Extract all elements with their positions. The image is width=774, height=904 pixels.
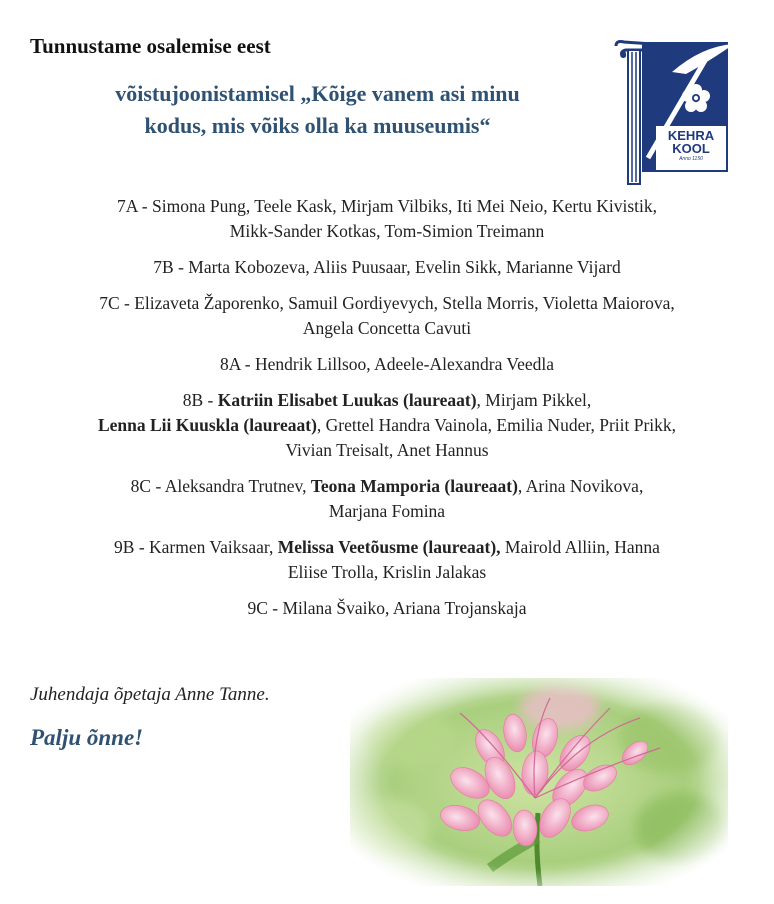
class-7a <box>14 194 760 244</box>
class-8c-line2: Marjana Fomina <box>328 501 446 521</box>
class-9b-line2: Eliise Trolla, Krislin Jalakas <box>287 562 487 582</box>
class-8c-line1 <box>14 474 760 499</box>
class-8a-line1: 8A - Hendrik Lillsoo, Adeele-Alexandra Veedla <box>219 354 555 374</box>
class-7b <box>14 255 760 280</box>
class-8c-prefix: 8C - Aleksandra Trutnev, <box>130 476 311 496</box>
class-9c <box>14 596 760 621</box>
contest-title <box>40 78 595 142</box>
class-9b-text: Mairold Alliin, Hanna <box>500 537 660 557</box>
page-heading: Tunnustame osalemise eest <box>30 34 271 58</box>
class-7c <box>14 291 760 341</box>
class-9b-prefix: 9B - Karmen Vaiksaar, <box>114 537 278 557</box>
laureate-name: Teona Mamporia (laureaat) <box>310 476 518 496</box>
school-emblem-icon <box>612 38 738 188</box>
flower-image <box>350 678 728 886</box>
class-8b-text: , Grettel Handra Vainola, Emilia Nuder, Priit Prikk, <box>316 415 677 435</box>
class-7c-line2: Angela Concetta Cavuti <box>302 318 472 338</box>
school-logo <box>612 38 738 188</box>
class-8b-prefix: 8B - <box>182 390 218 410</box>
class-9b-line1 <box>14 535 760 560</box>
class-8b-text: , Mirjam Pikkel, <box>476 390 592 410</box>
laureate-name: Katriin Elisabet Luukas (laureaat) <box>217 390 477 410</box>
laureate-name: Lenna Lii Kuuskla (laureaat) <box>97 415 317 435</box>
class-list <box>14 194 760 632</box>
class-7b-line1: 7B - Marta Kobozeva, Aliis Puusaar, Evelin Sikk, Marianne Vijard <box>153 257 621 277</box>
logo-text <box>660 129 722 164</box>
class-7a-line2: Mikk-Sander Kotkas, Tom-Simion Treimann <box>229 221 545 241</box>
class-8b-line3: Vivian Treisalt, Anet Hannus <box>285 440 489 460</box>
class-8b <box>14 388 760 463</box>
contest-title-line2: kodus, mis võiks olla ka muuseumis“ <box>144 113 491 138</box>
class-8c <box>14 474 760 524</box>
contest-title-line1: võistujoonistamisel „Kõige vanem asi minu <box>115 81 520 106</box>
logo-text-line2: KOOL <box>672 141 710 156</box>
class-8c-text: , Arina Novikova, <box>517 476 644 496</box>
class-8b-line1 <box>14 388 760 413</box>
class-7a-line1: 7A - Simona Pung, Teele Kask, Mirjam Vilbiks, Iti Mei Neio, Kertu Kivistik, <box>116 196 658 216</box>
class-8b-line2 <box>14 413 760 438</box>
pink-flower-photo <box>350 678 728 886</box>
class-8a <box>14 352 760 377</box>
congratulations-text: Palju õnne! <box>30 725 144 750</box>
laureate-name: Melissa Veetõusme (laureaat), <box>277 537 501 557</box>
logo-year: Anno 1150 <box>679 156 703 162</box>
class-9c-line1: 9C - Milana Švaiko, Ariana Trojanskaja <box>247 598 527 618</box>
class-7c-line1: 7C - Elizaveta Žaporenko, Samuil Gordiyevych, Stella Morris, Violetta Maiorova, <box>99 293 675 313</box>
class-9b <box>14 535 760 585</box>
supervisor-note: Juhendaja õpetaja Anne Tanne. <box>30 684 270 705</box>
logo-text-line1: KEHRA <box>667 128 715 143</box>
